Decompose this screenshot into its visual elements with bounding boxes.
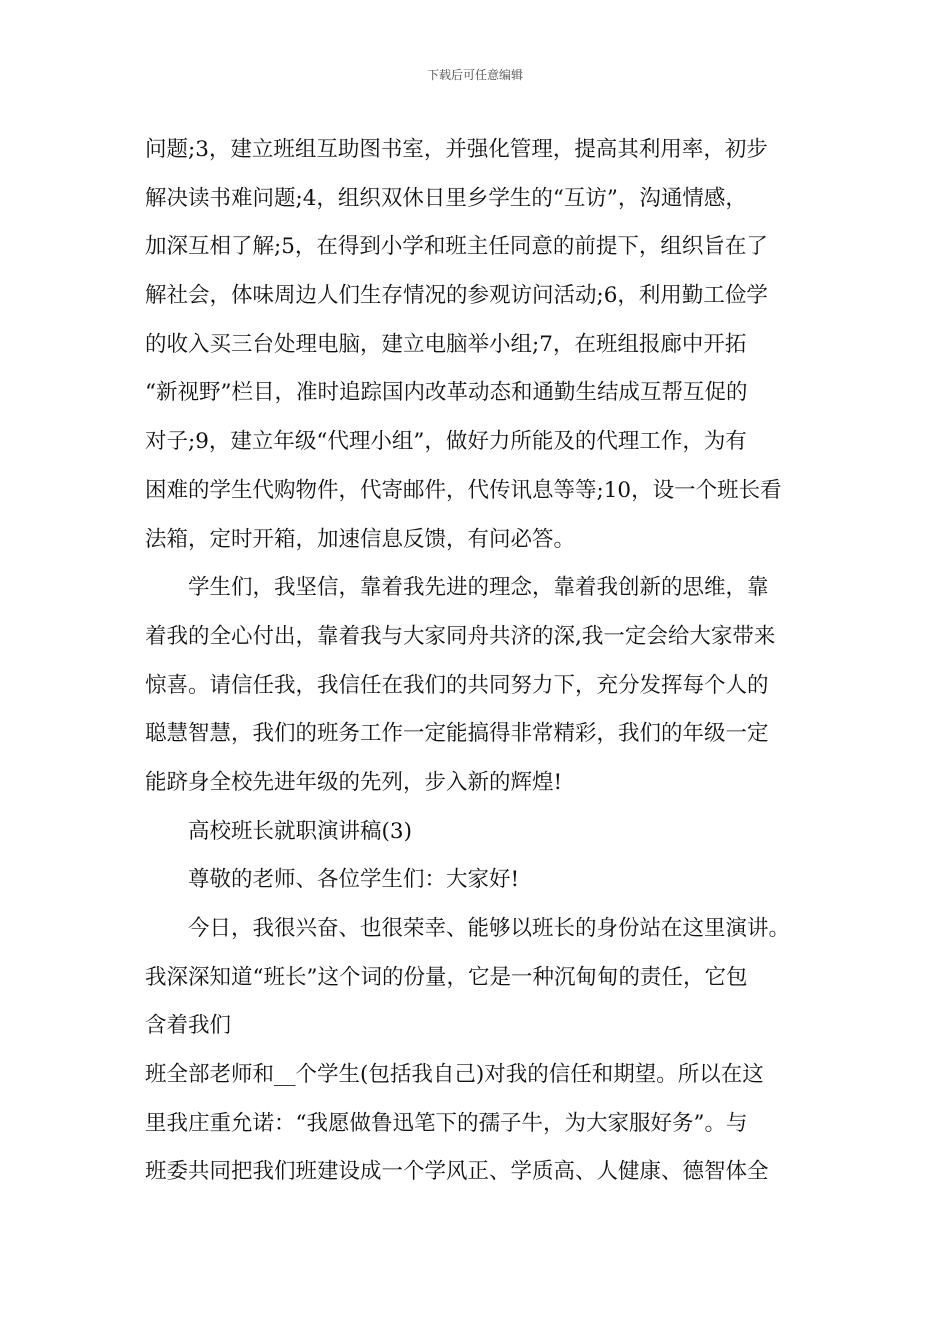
text-line: 学生们，我坚信，靠着我先进的理念，靠着我创新的思维，靠 [188,575,769,601]
text-line: 聪慧智慧，我们的班务工作一定能搞得非常精彩，我们的年级一定 [145,721,769,747]
text-line: 问题;3，建立班组互助图书室，并强化管理，提高其利用率，初步 [145,137,768,162]
text-line: 的收入买三台处理电脑，建立电脑举小组;7，在班组报廊中开拓 [145,331,747,357]
text-line: 高校班长就职演讲稿(3) [188,818,412,844]
text-line: 惊喜。请信任我，我信任在我们的共同努力下，充分发挥每个人的 [145,672,769,698]
text-line: 法箱，定时开箱，加速信息反馈，有问必答。 [145,526,576,552]
text-line: 对子;9，建立年级“代理小组”，做好力所能及的代理工作，为有 [145,429,747,455]
text-line: 解决读书难问题;4，组织双休日里乡学生的“互访”，沟通情感， [145,185,747,211]
text-line: 加深互相了解;5，在得到小学和班主任同意的前提下，组织旨在了 [145,234,768,260]
text-line: 困难的学生代购物件，代寄邮件，代传讯息等等;10，设一个班长看 [145,477,782,503]
text-line: “新视野”栏目，准时追踪国内改革动态和通勤生结成互帮互促的 [145,380,748,406]
text-line: 我深深知道“班长”这个词的份量，它是一种沉甸甸的责任，它包 [145,964,748,990]
text-line: 班全部老师和__个学生(包括我自己)对我的信任和期望。所以在这 [145,1062,764,1088]
text-line: 尊敬的老师、各位学生们：大家好! [188,867,520,893]
text-line: 里我庄重允诺：“我愿做鲁迅笔下的孺子牛，为大家服好务”。与 [145,1110,748,1136]
text-line: 能跻身全校先进年级的先列，步入新的辉煌! [145,769,563,795]
document-body [145,126,815,1197]
text-line: 解社会，体味周边人们生存情况的参观访问活动;6，利用勤工俭学 [145,283,768,309]
text-line: 今日，我很兴奋、也很荣幸、能够以班长的身份站在这里演讲。 [188,916,791,941]
text-line: 着我的全心付出，靠着我与大家同舟共济的深,我一定会给大家带来 [145,623,776,649]
page-header: 下载后可任意编辑 [426,68,523,82]
text-line: 含着我们 [145,1013,232,1039]
text-line: 班委共同把我们班建设成一个学风正、学质高、人健康、德智体全 [145,1159,769,1185]
